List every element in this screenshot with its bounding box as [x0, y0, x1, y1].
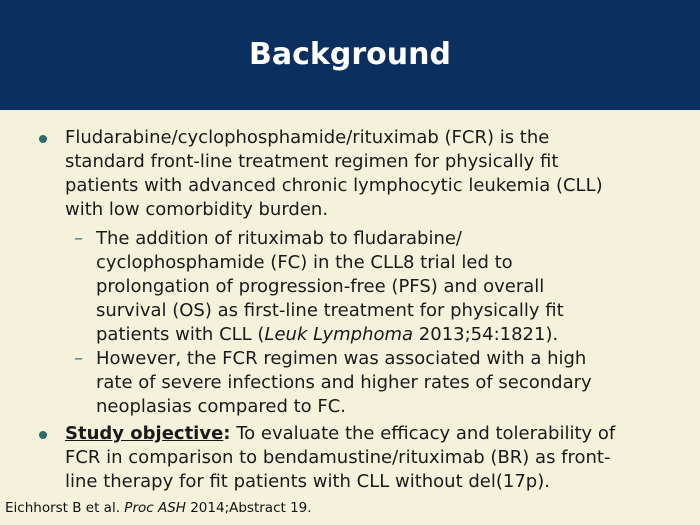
bullet-dot-icon: [39, 135, 47, 143]
bullet-dot-icon: [39, 431, 47, 439]
subbullet-line: rate of severe infections and higher rates of secondary: [96, 372, 592, 393]
subbullet-line: However, the FCR regimen was associated with a high: [96, 348, 587, 369]
bullet-line: Fludarabine/cyclophosphamide/rituximab (FCR) is the: [65, 127, 550, 148]
subbullet-line: The addition of rituximab to fludarabine/: [96, 228, 462, 249]
citation-footer: [5, 499, 312, 517]
dash-icon: –: [74, 228, 83, 249]
subbullet-line: prolongation of progression-free (PFS) and overall: [96, 276, 545, 297]
slide-title: Background: [249, 36, 451, 72]
subbullet-line: survival (OS) as first-line treatment for physically fit: [96, 300, 564, 321]
bullet-line: FCR in comparison to bendamustine/rituximab (BR) as front-: [65, 447, 611, 468]
subbullet-cll8-trial: [74, 227, 686, 347]
footer-authors: Eichhorst B et al.: [5, 500, 125, 516]
subbullet-line: [96, 323, 686, 347]
title-bar: [0, 0, 700, 110]
footer-details: 2014;Abstract 19.: [185, 500, 312, 516]
subbullet-fcr-infections: [74, 347, 686, 419]
bullet-line: line therapy for fit patients with CLL without del(17p).: [65, 471, 550, 492]
subbullet-line: cyclophosphamide (FC) in the CLL8 trial led to: [96, 252, 513, 273]
objective-text: To evaluate the efficacy and tolerability of: [230, 423, 616, 444]
citation-suffix: 2013;54:1821).: [413, 324, 559, 345]
footer-journal: Proc ASH: [124, 500, 186, 516]
dash-icon: –: [74, 348, 83, 369]
subbullet-line: neoplasias compared to FC.: [96, 396, 347, 417]
bullet-line: standard front-line treatment regimen for physically fit: [65, 151, 559, 172]
study-objective-label: Study objective: [65, 423, 224, 444]
bullet-line: [65, 422, 690, 446]
bullet-fcr-standard: [65, 126, 685, 222]
bullet-line: patients with advanced chronic lymphocytic leukemia (CLL): [65, 175, 603, 196]
bullet-line: with low comorbidity burden.: [65, 199, 329, 220]
citation-prefix: patients with CLL (: [96, 324, 265, 345]
study-objective-colon: :: [223, 423, 231, 444]
bullet-study-objective: [65, 422, 690, 494]
journal-name: Leuk Lymphoma: [264, 324, 414, 345]
